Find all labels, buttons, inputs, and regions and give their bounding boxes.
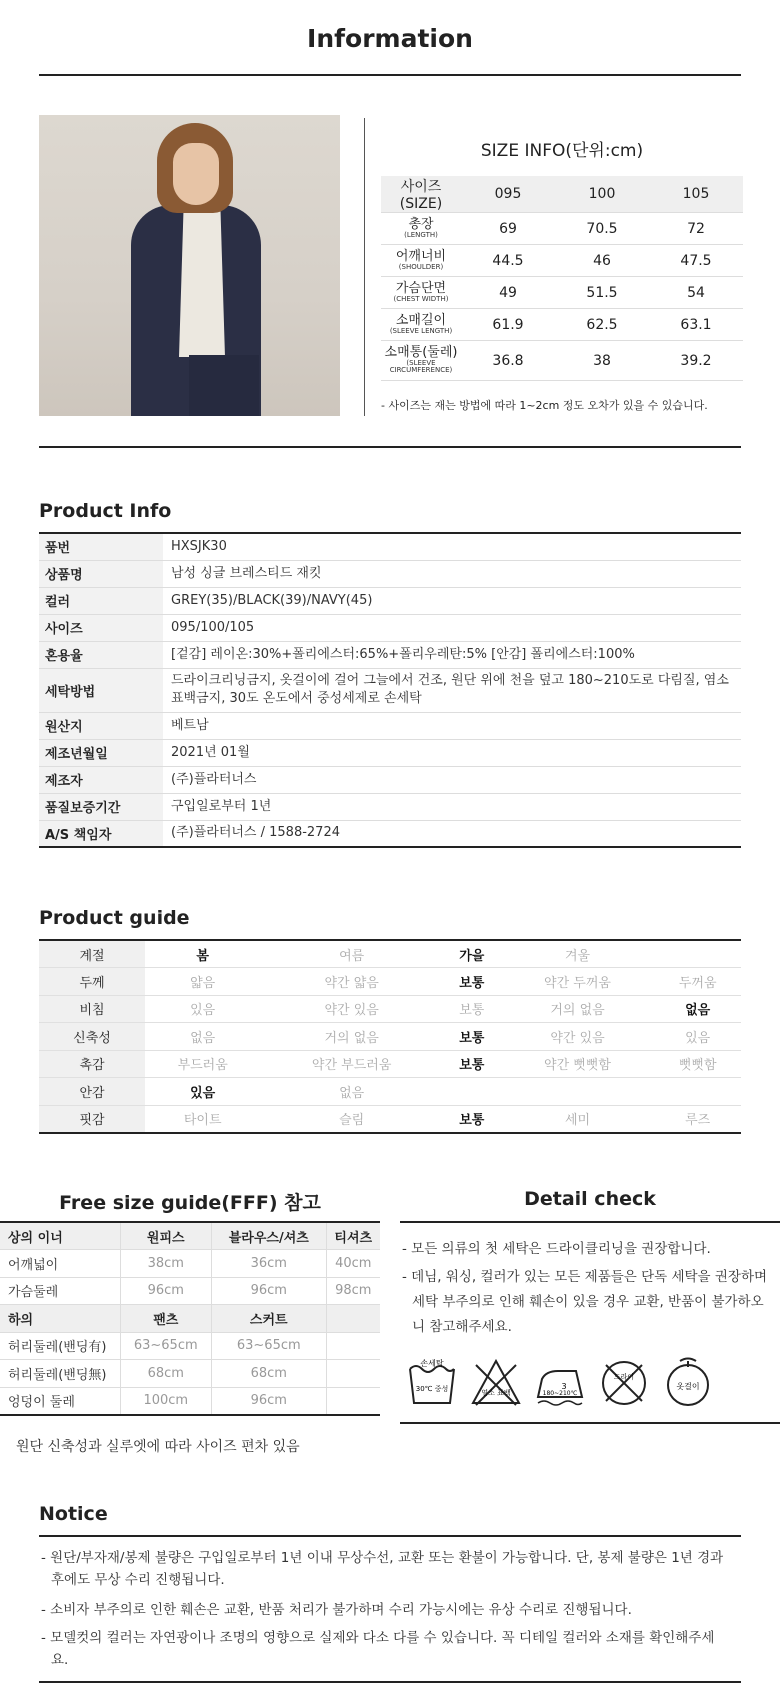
size-cell: 51.5	[555, 277, 649, 309]
size-cell: 39.2	[649, 341, 743, 381]
info-key: 제조자	[39, 766, 163, 793]
info-value: [겉감] 레이온:30%+폴리에스터:65%+폴리우레탄:5% [안감] 폴리에스터:100%	[163, 641, 741, 668]
guide-cell	[443, 1078, 501, 1106]
guide-cell: 약간 얇음	[260, 968, 443, 996]
care-label: 손세탁	[420, 1359, 444, 1368]
iron-icon	[534, 1357, 586, 1409]
care-label: 드라이	[613, 1373, 635, 1381]
guide-cell: 뻣뻣함	[654, 1050, 741, 1078]
size-row-label: 어깨너비 (SHOULDER)	[381, 245, 461, 277]
guide-row	[39, 1050, 741, 1078]
free-cell: 96cm	[212, 1277, 327, 1305]
free-size-title: Free size guide(FFF) 참고	[59, 1192, 321, 1214]
size-cell: 62.5	[555, 309, 649, 341]
guide-row	[39, 968, 741, 996]
free-cell: 63~65cm	[212, 1332, 327, 1360]
guide-cell: 보통	[443, 1023, 501, 1051]
free-cell: 68cm	[212, 1360, 327, 1388]
size-cell: 49	[461, 277, 555, 309]
guide-cell: 겨울	[501, 940, 655, 968]
info-key: 세탁방법	[39, 668, 163, 712]
model-photo	[39, 115, 340, 416]
detail-line: - 모든 의류의 첫 세탁은 드라이클리닝을 권장합니다.	[402, 1241, 711, 1257]
care-label: 3	[561, 1382, 567, 1391]
guide-cell	[654, 940, 741, 968]
guide-row	[39, 940, 741, 968]
size-table	[381, 176, 743, 381]
free-cell: 96cm	[120, 1277, 212, 1305]
guide-cell: 약간 있음	[260, 995, 443, 1023]
size-cell: 47.5	[649, 245, 743, 277]
info-key: A/S 책임자	[39, 820, 163, 847]
free-cell: 63~65cm	[120, 1332, 212, 1360]
free-row-label: 허리둘레(밴딩無)	[0, 1360, 120, 1388]
free-header-cell: 블라우스/셔츠	[212, 1222, 327, 1250]
guide-row	[39, 1023, 741, 1051]
size-row-label: 총장 (LENGTH)	[381, 213, 461, 245]
size-row-label: 소매통(둘레) (SLEEVE CIRCUMFERENCE)	[381, 341, 461, 381]
free-row-label: 허리둘레(밴딩有)	[0, 1332, 120, 1360]
free-cell: 36cm	[212, 1250, 327, 1278]
free-header-cell: 티셔츠	[326, 1222, 380, 1250]
info-value: 남성 싱글 브레스티드 재킷	[163, 560, 741, 587]
size-cell: 44.5	[461, 245, 555, 277]
divider	[39, 446, 741, 448]
size-cell: 36.8	[461, 341, 555, 381]
free-cell	[326, 1360, 380, 1388]
guide-cell: 두꺼움	[654, 968, 741, 996]
info-key: 품번	[39, 533, 163, 560]
size-header-cell: 105	[649, 176, 743, 213]
info-value: 구입일로부터 1년	[163, 793, 741, 820]
guide-cell: 보통	[443, 995, 501, 1023]
detail-check-box	[400, 1221, 780, 1424]
info-key: 컬러	[39, 587, 163, 614]
guide-cell: 있음	[145, 1078, 260, 1106]
guide-key: 안감	[39, 1078, 145, 1106]
guide-cell: 세미	[564, 1113, 591, 1128]
care-label: 염소 표백	[481, 1389, 511, 1397]
guide-cell: 있음	[145, 995, 260, 1023]
product-guide-table	[39, 939, 741, 1134]
guide-cell: 없음	[654, 995, 741, 1023]
guide-cell	[501, 1078, 655, 1106]
guide-cell: 있음	[654, 1023, 741, 1051]
guide-cell: 보통	[443, 1050, 501, 1078]
guide-cell: 보통	[443, 968, 501, 996]
free-header-cell: 팬츠	[120, 1305, 212, 1333]
notice-line: - 소비자 부주의로 인한 훼손은 교환, 반품 처리가 불가하며 수리 가능시에는 유상 수리로 진행됩니다.	[41, 1602, 632, 1618]
free-cell: 96cm	[212, 1387, 327, 1415]
care-sub: 30℃ 중성	[415, 1385, 449, 1393]
guide-cell: 여름	[260, 940, 443, 968]
size-cell: 72	[649, 213, 743, 245]
detail-check-title: Detail check	[524, 1188, 656, 1210]
hand-wash-icon	[406, 1357, 458, 1409]
guide-cell: 부드러움	[145, 1050, 260, 1078]
size-cell: 46	[555, 245, 649, 277]
divider	[39, 74, 741, 76]
size-cell: 38	[555, 341, 649, 381]
info-value: 095/100/105	[163, 614, 741, 641]
free-header-cell	[326, 1305, 380, 1333]
page-title: Information	[307, 24, 473, 53]
size-cell: 69	[461, 213, 555, 245]
guide-cell: 거의 없음	[260, 1023, 443, 1051]
size-cell: 70.5	[555, 213, 649, 245]
guide-cell: 얇음	[145, 968, 260, 996]
guide-row	[39, 1105, 741, 1133]
product-guide-title: Product guide	[39, 907, 190, 929]
guide-key: 촉감	[39, 1050, 145, 1078]
info-key: 혼용율	[39, 641, 163, 668]
free-cell	[326, 1332, 380, 1360]
guide-cell: 없음	[145, 1023, 260, 1051]
divider	[364, 118, 365, 416]
product-info-table	[39, 532, 741, 848]
care-label: 옷걸이	[676, 1382, 700, 1391]
info-value: GREY(35)/BLACK(39)/NAVY(45)	[163, 587, 741, 614]
free-row-label: 어깨넓이	[0, 1250, 120, 1278]
guide-cell: 가을	[443, 940, 501, 968]
size-cell: 63.1	[649, 309, 743, 341]
free-cell: 40cm	[326, 1250, 380, 1278]
size-header-cell: 사이즈(SIZE)	[381, 176, 461, 213]
guide-cell: 보통	[459, 1113, 485, 1128]
guide-cell: 약간 부드러움	[260, 1050, 443, 1078]
guide-row	[39, 1078, 741, 1106]
notice-title: Notice	[39, 1503, 108, 1525]
free-header-cell: 상의 이너	[0, 1222, 120, 1250]
size-cell: 54	[649, 277, 743, 309]
size-row-label: 가슴단면 (CHEST WIDTH)	[381, 277, 461, 309]
info-value: (주)플라터너스 / 1588-2724	[171, 825, 340, 841]
free-row-label: 엉덩이 둘레	[0, 1387, 120, 1415]
info-key: 상품명	[39, 560, 163, 587]
guide-cell: 약간 두꺼움	[501, 968, 655, 996]
notice-box	[39, 1535, 741, 1683]
notice-line: - 원단/부자재/봉제 불량은 구입일로부터 1년 이내 무상수선, 교환 또는 환불이 가능합니다. 단, 봉제 불량은 1년 경과 후에도 무상 수리 진행됩니다.	[41, 1550, 724, 1588]
hang-dry-icon	[662, 1357, 714, 1409]
size-cell: 61.9	[461, 309, 555, 341]
size-header-cell: 095	[461, 176, 555, 213]
free-header-cell: 원피스	[120, 1222, 212, 1250]
free-cell	[326, 1387, 380, 1415]
guide-cell: 봄	[145, 940, 260, 968]
guide-key: 신축성	[39, 1023, 145, 1051]
guide-cell: 약간 있음	[501, 1023, 655, 1051]
info-value: (주)플라터너스	[163, 766, 741, 793]
free-header-cell: 하의	[0, 1305, 120, 1333]
guide-key: 두께	[39, 968, 145, 996]
guide-cell: 슬림	[339, 1113, 365, 1128]
free-size-table	[0, 1221, 380, 1416]
info-key: 품질보증기간	[39, 793, 163, 820]
info-value: 2021년 01월	[163, 739, 741, 766]
guide-key: 계절	[39, 940, 145, 968]
notice-line: - 모델컷의 컬러는 자연광이나 조명의 영향으로 실제와 다소 다를 수 있습니다. 꼭 디테일 컬러와 소재를 확인해주세요.	[41, 1630, 715, 1668]
free-size-note: 원단 신축성과 실루엣에 따라 사이즈 편차 있음	[16, 1439, 300, 1455]
free-header-cell: 스커트	[212, 1305, 327, 1333]
info-key: 사이즈	[39, 614, 163, 641]
guide-cell: 없음	[260, 1078, 443, 1106]
detail-line: - 데님, 워싱, 컬러가 있는 모든 제품들은 단독 세탁을 권장하며 세탁 부주의로 인해 훼손이 있을 경우 교환, 반품이 불가하오니 참고해주세요.	[402, 1269, 768, 1335]
no-bleach-icon	[470, 1357, 522, 1409]
care-sub: 180~210℃	[542, 1390, 578, 1397]
size-info-title: SIZE INFO(단위:cm)	[480, 141, 644, 161]
guide-cell: 타이트	[183, 1113, 222, 1128]
info-value: 베트남	[163, 712, 741, 739]
free-row-label: 가슴둘레	[0, 1277, 120, 1305]
info-key: 원산지	[39, 712, 163, 739]
size-note: - 사이즈는 재는 방법에 따라 1~2cm 정도 오차가 있을 수 있습니다.	[381, 399, 708, 412]
free-cell: 68cm	[120, 1360, 212, 1388]
info-key: 제조년월일	[39, 739, 163, 766]
size-row-label: 소매길이 (SLEEVE LENGTH)	[381, 309, 461, 341]
guide-cell: 루즈	[685, 1113, 711, 1128]
guide-cell: 약간 뻣뻣함	[501, 1050, 655, 1078]
guide-key: 핏감	[39, 1105, 145, 1133]
info-value: HXSJK30	[163, 533, 741, 560]
guide-cell	[654, 1078, 741, 1106]
free-cell: 100cm	[120, 1387, 212, 1415]
guide-key: 비침	[39, 995, 145, 1023]
info-value: 드라이크리닝금지, 옷걸이에 걸어 그늘에서 건조, 원단 위에 천을 덮고 180~210도로 다림질, 염소 표백금지, 30도 온도에서 중성세제로 손세탁	[163, 668, 741, 712]
size-header-cell: 100	[555, 176, 649, 213]
guide-row	[39, 995, 741, 1023]
product-info-title: Product Info	[39, 500, 172, 522]
free-cell: 38cm	[120, 1250, 212, 1278]
guide-cell: 거의 없음	[501, 995, 655, 1023]
free-cell: 98cm	[326, 1277, 380, 1305]
no-dry-clean-icon	[598, 1357, 650, 1409]
